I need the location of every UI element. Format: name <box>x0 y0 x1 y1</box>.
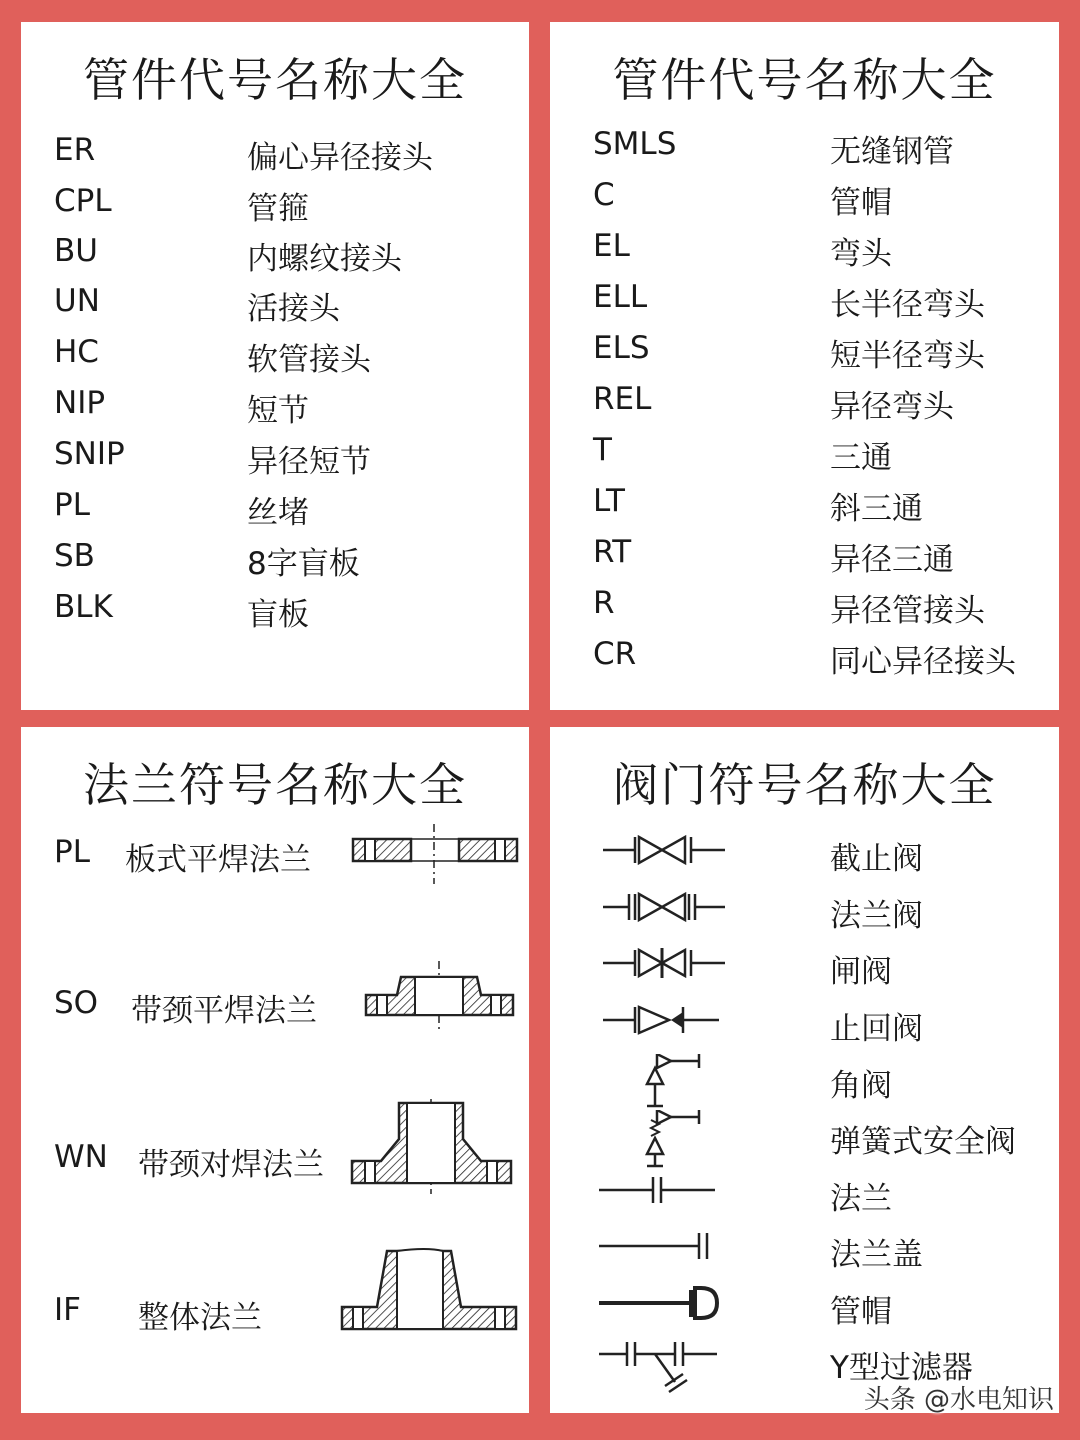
fitting-code: ER <box>54 132 96 168</box>
valve-name: 止回阀 <box>830 1011 923 1047</box>
fitting-name: 短节 <box>247 393 309 429</box>
fitting-code: C <box>593 177 615 213</box>
flange-name: 板式平焊法兰 <box>125 842 311 878</box>
fitting-code: HC <box>54 334 99 370</box>
list-item <box>21 385 529 429</box>
fitting-code: EL <box>593 228 630 264</box>
flange-code: PL <box>54 834 90 870</box>
list-item <box>550 636 1059 680</box>
list-item <box>21 589 529 633</box>
flange-code: IF <box>54 1292 81 1328</box>
fitting-code: UN <box>54 283 100 319</box>
list-item <box>21 183 529 227</box>
flange-code: WN <box>54 1139 108 1175</box>
panel-title: 法兰符号名称大全 <box>83 758 467 812</box>
list-item <box>550 1167 1059 1217</box>
flange-icon <box>595 1167 735 1217</box>
panel-fittings-codes-1 <box>21 22 529 710</box>
list-item <box>550 1110 1059 1160</box>
flange-name: 整体法兰 <box>138 1300 262 1336</box>
fitting-name: 活接头 <box>247 291 340 327</box>
valve-name: 法兰阀 <box>830 898 923 934</box>
list-item <box>21 436 529 480</box>
list-item <box>550 997 1059 1047</box>
list-item <box>21 132 529 176</box>
fitting-name: 盲板 <box>247 597 309 633</box>
list-item <box>21 1292 529 1382</box>
fitting-name: 三通 <box>830 440 892 476</box>
valve-name: 法兰盖 <box>830 1237 923 1273</box>
list-item <box>550 1280 1059 1330</box>
fitting-name: 弯头 <box>830 236 892 272</box>
fitting-code: CPL <box>54 183 112 219</box>
fitting-name: 短半径弯头 <box>830 338 985 374</box>
fitting-name: 软管接头 <box>247 342 371 378</box>
list-item <box>550 228 1059 272</box>
panel-title: 管件代号名称大全 <box>612 53 997 107</box>
watermark: 头条 @水电知识 <box>863 1385 1054 1415</box>
fitting-code: SNIP <box>54 436 125 472</box>
valve-name: 闸阀 <box>830 954 892 990</box>
list-item <box>550 827 1059 877</box>
flange-name: 带颈对焊法兰 <box>138 1147 324 1183</box>
list-item <box>550 330 1059 374</box>
list-item <box>550 1054 1059 1104</box>
gate-valve-icon <box>595 940 735 990</box>
fitting-code: REL <box>593 381 652 417</box>
list-item <box>21 233 529 277</box>
pipe-cap-icon <box>595 1280 735 1330</box>
valve-name: 法兰 <box>830 1181 892 1217</box>
fitting-code: LT <box>593 483 625 519</box>
fitting-code: BU <box>54 233 98 269</box>
fitting-code: PL <box>54 487 90 523</box>
check-valve-icon <box>595 997 735 1047</box>
fitting-code: R <box>593 585 615 621</box>
list-item <box>550 1223 1059 1273</box>
panel-title: 阀门符号名称大全 <box>612 758 997 812</box>
fitting-name: 异径弯头 <box>830 389 954 425</box>
fitting-code: SB <box>54 538 95 574</box>
fitting-name: 斜三通 <box>830 491 923 527</box>
panel-flange-symbols <box>21 727 529 1413</box>
fitting-name: 偏心异径接头 <box>247 140 433 176</box>
spring-safety-valve-icon <box>595 1110 735 1170</box>
integral-flange-icon <box>339 1237 521 1352</box>
fitting-name: 丝堵 <box>247 495 309 531</box>
panel-valve-symbols <box>550 727 1059 1413</box>
fitting-name: 异径管接头 <box>830 593 985 629</box>
list-item <box>550 534 1059 578</box>
slip-on-flange-icon <box>363 961 518 1031</box>
list-item <box>21 334 529 378</box>
list-item <box>550 585 1059 629</box>
fitting-code: ELS <box>593 330 650 366</box>
fitting-name: 管箍 <box>247 191 309 227</box>
list-item <box>550 432 1059 476</box>
weld-neck-flange-icon <box>349 1099 514 1194</box>
fitting-name: 异径短节 <box>247 444 371 480</box>
panel-fittings-codes-2 <box>550 22 1059 710</box>
fitting-name: 异径三通 <box>830 542 954 578</box>
list-item <box>21 538 529 582</box>
fitting-code: NIP <box>54 385 106 421</box>
valve-name: Y型过滤器 <box>830 1350 973 1386</box>
fitting-code: ELL <box>593 279 648 315</box>
list-item <box>550 279 1059 323</box>
flange-code: SO <box>54 985 99 1021</box>
list-item <box>21 985 529 1055</box>
fitting-code: BLK <box>54 589 113 625</box>
fitting-code: T <box>593 432 612 468</box>
list-item <box>21 487 529 531</box>
flange-name: 带颈平焊法兰 <box>131 993 317 1029</box>
fitting-name: 长半径弯头 <box>830 287 985 323</box>
list-item <box>550 177 1059 221</box>
y-strainer-icon <box>595 1336 735 1396</box>
angle-valve-icon <box>595 1054 735 1110</box>
list-item <box>550 381 1059 425</box>
list-item <box>21 834 529 894</box>
fitting-name: 8字盲板 <box>247 546 360 582</box>
fitting-name: 同心异径接头 <box>830 644 1016 680</box>
valve-name: 管帽 <box>830 1294 892 1330</box>
fitting-code: CR <box>593 636 637 672</box>
list-item <box>21 1139 529 1219</box>
plate-flange-icon <box>351 824 521 884</box>
list-item <box>550 884 1059 934</box>
valve-name: 弹簧式安全阀 <box>830 1124 1016 1160</box>
list-item <box>550 483 1059 527</box>
valve-name: 角阀 <box>830 1068 892 1104</box>
flanged-valve-icon <box>595 884 735 934</box>
fitting-name: 无缝钢管 <box>830 134 954 170</box>
blind-flange-icon <box>595 1223 735 1273</box>
list-item <box>550 940 1059 990</box>
list-item <box>550 126 1059 170</box>
globe-valve-icon <box>595 827 735 877</box>
panel-title: 管件代号名称大全 <box>83 53 467 107</box>
valve-name: 截止阀 <box>830 841 923 877</box>
fitting-name: 内螺纹接头 <box>247 241 402 277</box>
fitting-code: SMLS <box>593 126 677 162</box>
list-item <box>21 283 529 327</box>
fitting-name: 管帽 <box>830 185 892 221</box>
fitting-code: RT <box>593 534 632 570</box>
